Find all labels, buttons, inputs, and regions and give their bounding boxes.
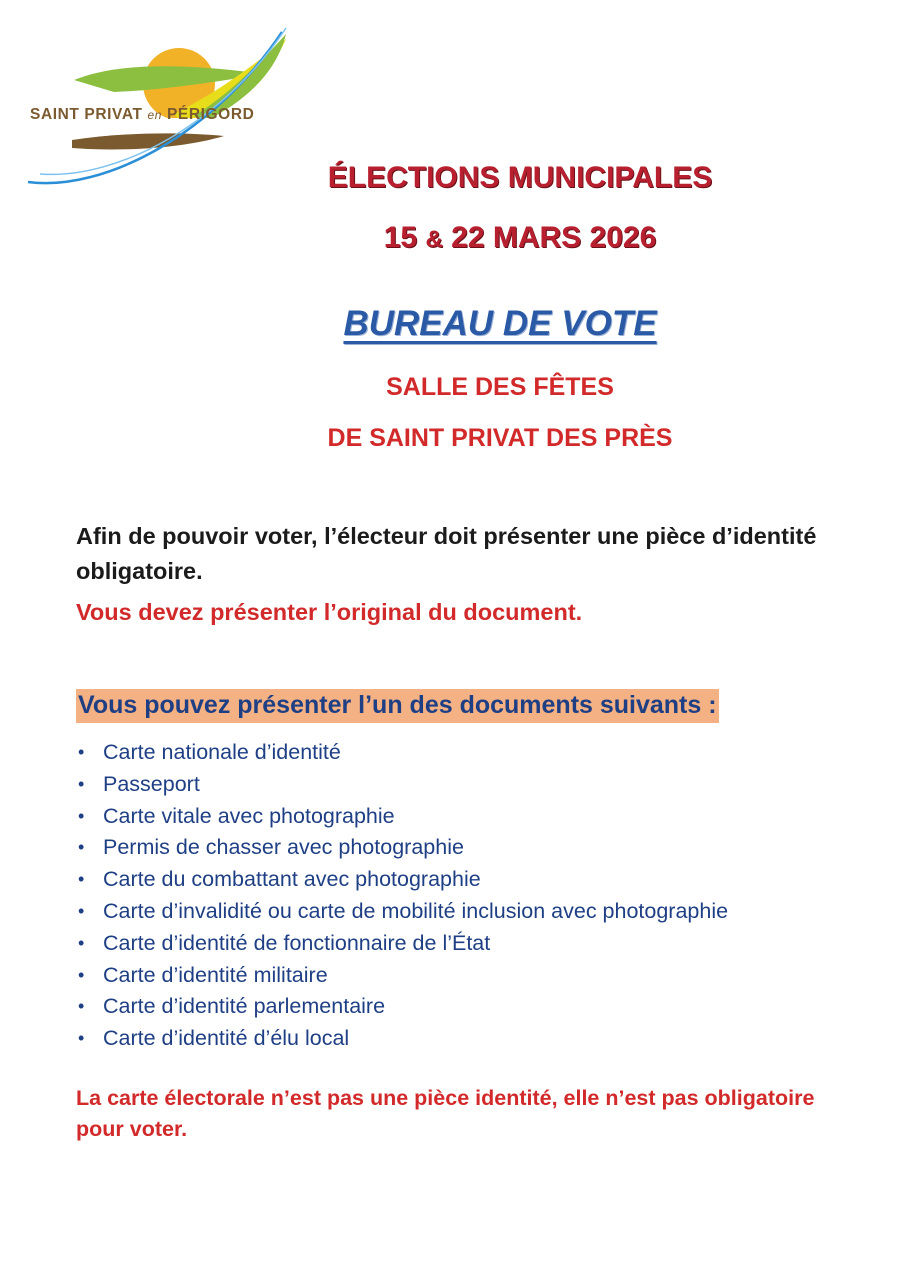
bullet-icon: • <box>78 742 85 762</box>
bureau-heading: BUREAU DE VOTE <box>343 304 657 343</box>
bullet-icon: • <box>78 869 85 890</box>
bullet-icon: • <box>78 932 85 953</box>
logo-name-part1: SAINT PRIVAT <box>30 106 143 123</box>
list-item: • Passeport <box>78 771 200 796</box>
list-item: • Carte nationale d’identité <box>78 740 341 764</box>
bullet-icon: • <box>78 1028 85 1049</box>
bullet-icon: • <box>78 773 85 794</box>
bullet-icon: • <box>78 996 85 1017</box>
list-item: • Carte d’identité de fonctionnaire de l’État <box>78 930 491 955</box>
list-item: • Permis de chasser avec photographie <box>78 835 464 860</box>
id-requirement-text: Afin de pouvoir voter, l’électeur doit présenter une pièce d’identité obligatoire. <box>76 523 817 584</box>
logo-name-en: en <box>147 108 163 122</box>
election-title: ÉLECTIONS MUNICIPALES <box>327 161 713 194</box>
list-item: • Carte vitale avec photographie <box>78 803 395 828</box>
bullet-icon: • <box>78 900 85 921</box>
bullet-icon: • <box>78 805 85 826</box>
location-line1: SALLE DES FÊTES <box>386 373 614 401</box>
date-ampersand: & <box>425 226 443 253</box>
logo-name-part2: PÉRIGORD <box>166 106 255 123</box>
logo-wordmark <box>30 106 254 124</box>
date-day1: 15 <box>383 221 418 254</box>
list-item: • Carte du combattant avec photographie <box>78 867 481 892</box>
date-rest: 22 MARS 2026 <box>451 221 657 254</box>
election-dates <box>220 221 820 255</box>
bullet-icon: • <box>78 837 85 858</box>
list-item: • Carte d’identité militaire <box>78 962 328 987</box>
original-document-notice: Vous devez présenter l’original du document. <box>76 599 583 625</box>
list-item: • Carte d’identité parlementaire <box>78 994 386 1019</box>
list-item: • Carte d’invalidité ou carte de mobilité inclusion avec photographie <box>78 898 729 923</box>
voter-card-note: La carte électorale n’est pas une pièce identité, elle n’est pas obligatoire pour voter. <box>76 1086 815 1141</box>
list-item: • Carte d’identité d’élu local <box>78 1026 350 1051</box>
documents-heading: Vous pouvez présenter l’un des documents suivants : <box>76 689 719 723</box>
bullet-icon: • <box>78 964 85 985</box>
location-line2: DE SAINT PRIVAT DES PRÈS <box>327 424 673 452</box>
accepted-documents-list <box>76 738 728 1056</box>
